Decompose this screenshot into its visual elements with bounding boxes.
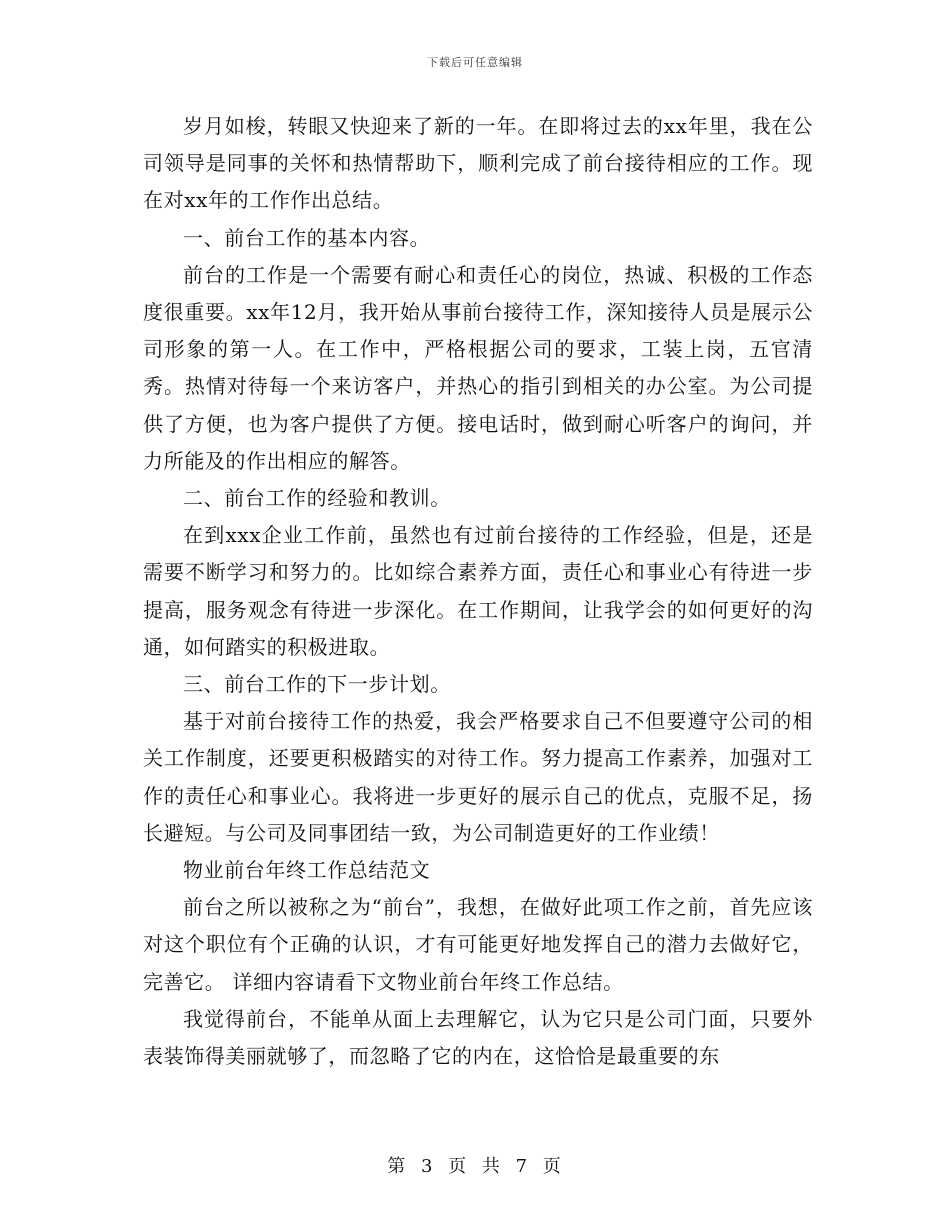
paragraph-section-3: 基于对前台接待工作的热爱，我会严格要求自己不但要遵守公司的相关工作制度，还要更积极踏实的对待工作。努力提高工作素养，加强对工作的责任心和事业心。我将进一步更好的展示自己的优点，克服不足，扬长避短。与公司及同事团结一致，为公司制造更好的工作业绩！ [143,709,813,845]
page-number-footer: 第 3 页 共 7 页 [387,1156,563,1177]
paragraph-section-2: 在到xxx企业工作前，虽然也有过前台接待的工作经验，但是，还是需要不断学习和努力的。比如综合素养方面，责任心和事业心有待进一步提高，服务观念有待进一步深化。在工作期间，让我学会的如何更好的沟通，如何踏实的积极进取。 [143,523,813,659]
paragraph-intro: 岁月如梭，转眼又快迎来了新的一年。在即将过去的xx年里，我在公司领导是同事的关怀和热情帮助下，顺利完成了前台接待相应的工作。现在对xx年的工作作出总结。 [143,114,813,213]
page-header-note: 下载后可任意编辑 [427,56,523,69]
paragraph-article-body: 我觉得前台，不能单从面上去理解它，认为它只是公司门面，只要外表装饰得美丽就够了，而忽略了它的内在，这恰恰是最重要的东 [143,1006,813,1069]
document-body [143,108,813,1075]
paragraph-article-intro: 前台之所以被称之为“前台”，我想，在做好此项工作之前，首先应该对这个职位有个正确的认识，才有可能更好地发挥自己的潜力去做好它，完善它。 详细内容请看下文物业前台年终工作总结。 [143,895,813,994]
section-heading-3: 三、前台工作的下一步计划。 [183,672,451,697]
article-title: 物业前台年终工作总结范文 [183,858,431,883]
section-heading-2: 二、前台工作的经验和教训。 [183,486,451,511]
paragraph-section-1: 前台的工作是一个需要有耐心和责任心的岗位，热诚、积极的工作态度很重要。xx年12月，我开始从事前台接待工作，深知接待人员是展示公司形象的第一人。在工作中，严格根据公司的要求，工装上岗，五官清秀。热情对待每一个来访客户，并热心的指引到相关的办公室。为公司提供了方便，也为客户提供了方便。接电话时，做到耐心听客户的询问，并力所能及的作出相应的解答。 [143,262,813,473]
section-heading-1: 一、前台工作的基本内容。 [183,225,431,250]
